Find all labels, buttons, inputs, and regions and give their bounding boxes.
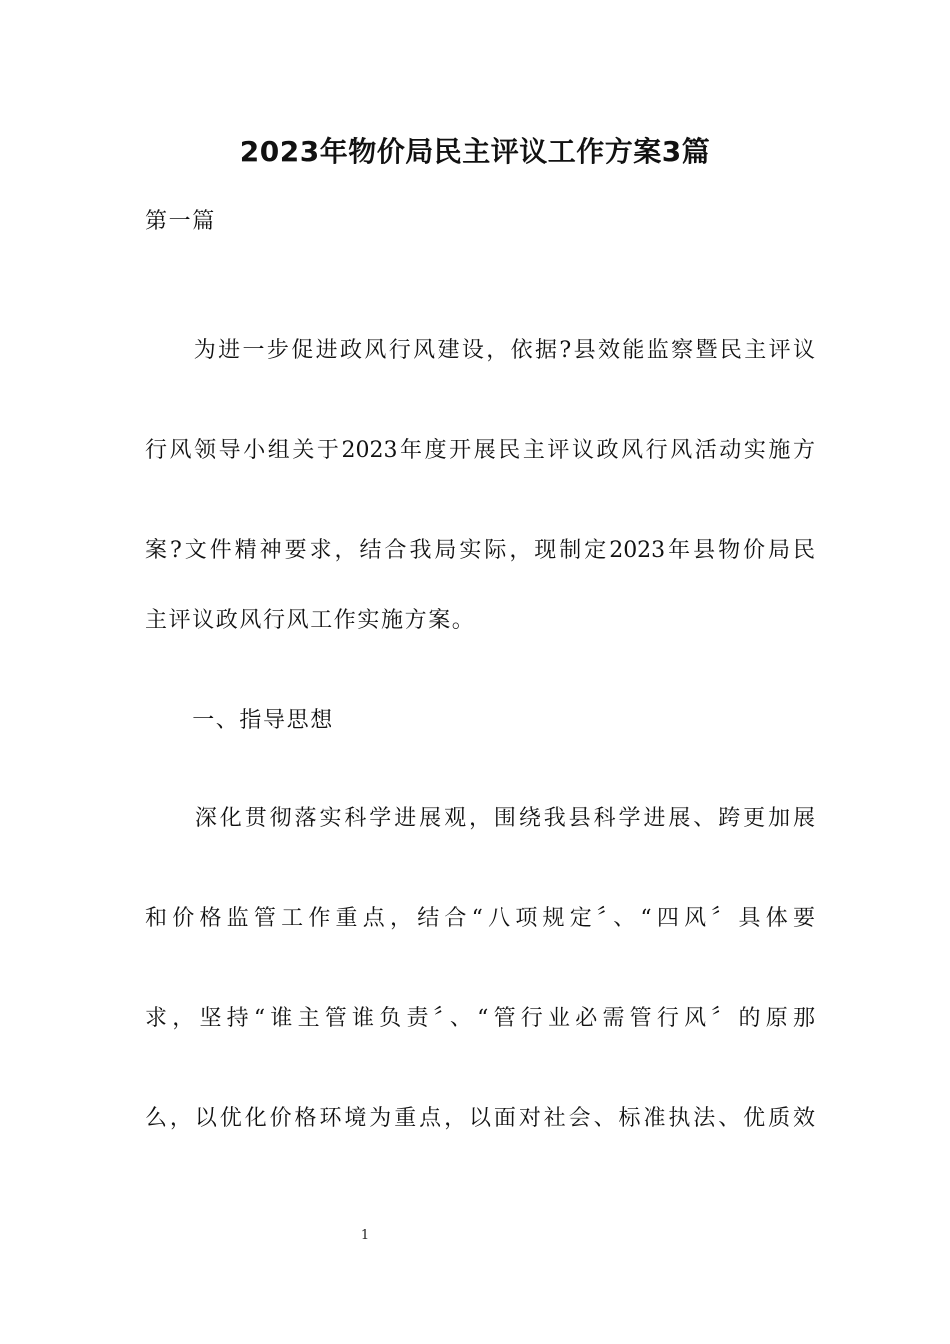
intro-line-4: 主评议政风行风工作实施方案。	[145, 608, 476, 633]
body-line-2: 和价格监管工作重点，结合“八项规定〞、“四风〞具体要	[145, 906, 815, 931]
intro-line-3: 案?文件精神要求，结合我局实际，现制定2023年县物价局民	[145, 538, 815, 563]
body-line-1: 深化贯彻落实科学进展观，围绕我县科学进展、跨更加展	[145, 806, 815, 831]
intro-line-1: 为进一步促进政风行风建设，依据?县效能监察暨民主评议	[145, 338, 815, 363]
intro-line-2: 行风领导小组关于2023年度开展民主评议政风行风活动实施方	[145, 438, 815, 463]
document-title: 2023年物价局民主评议工作方案3篇	[239, 135, 711, 168]
body-line-4: 么，以优化价格环境为重点，以面对社会、标准执法、优质效	[145, 1106, 815, 1131]
body-line-3: 求，坚持“谁主管谁负责〞、“管行业必需管行风〞的原那	[145, 1006, 815, 1031]
page-number: 1	[360, 1228, 370, 1243]
section-label: 第一篇	[145, 209, 216, 234]
section-heading-guiding-ideology: 一、指导思想	[145, 708, 334, 733]
